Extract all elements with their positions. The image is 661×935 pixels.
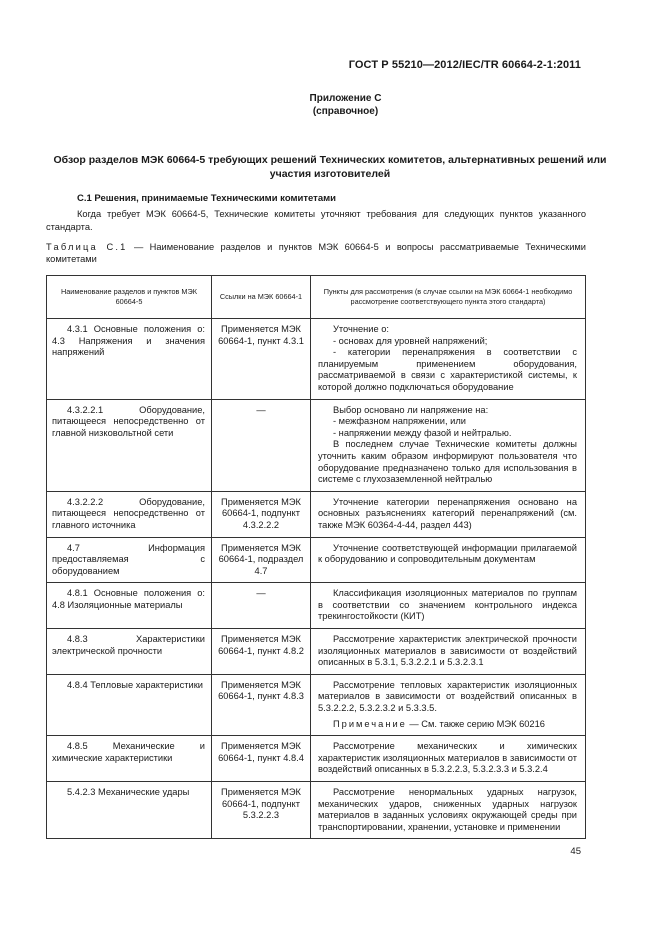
section-title: С.1 Решения, принимаемые Техническими комитетами bbox=[77, 193, 336, 204]
table-row bbox=[47, 319, 586, 400]
table-caption-label: Таблица С.1 bbox=[46, 242, 128, 252]
table-header-row bbox=[47, 276, 586, 319]
row-points bbox=[311, 537, 586, 583]
row-points bbox=[311, 736, 586, 782]
row-points bbox=[311, 399, 586, 491]
row-points bbox=[311, 319, 586, 400]
row-points bbox=[311, 782, 586, 839]
row-reference: Применяется МЭК 60664-1, пункт 4.8.2 bbox=[212, 629, 311, 675]
table-caption bbox=[46, 242, 586, 265]
appendix-heading bbox=[0, 92, 661, 118]
row-reference: — bbox=[212, 399, 311, 491]
point-line: В последнем случае Технические комитеты должны уточнить каким образом информируют пользователя что оборудование предназначено только для использования в системе с глухозаземленной нейтралью bbox=[318, 439, 577, 485]
point-line: Выбор основано ли напряжение на: bbox=[333, 404, 489, 415]
point-line: Классификация изоляционных материалов по группам в соответствии со значением контрольного индекса трекингостойкости (КИТ) bbox=[318, 588, 577, 622]
row-section: 4.3.1 Основные положения о: 4.3 Напряжения и значения напряжений bbox=[47, 319, 212, 400]
header-reference: Ссылки на МЭК 60664-1 bbox=[212, 276, 311, 319]
table-row bbox=[47, 674, 586, 735]
table-row bbox=[47, 491, 586, 537]
section-paragraph: Когда требует МЭК 60664-5, Технические комитеты уточняют требования для следующих пунктов указанного стандарта. bbox=[46, 209, 586, 232]
appendix-title: Приложение С bbox=[309, 93, 382, 104]
row-section: 4.7 Информация предоставляемая с оборудованием bbox=[47, 537, 212, 583]
point-line: Рассмотрение характеристик электрической прочности изоляционных материалов в зависимости от воздействий описанных в 5.3.1, 5.3.2.2.1 и 5.3.2.3.1 bbox=[318, 634, 577, 668]
header-section: Наименование разделов и пунктов МЭК 60664-5 bbox=[47, 276, 212, 319]
point-line: - категории перенапряжения в соответствии с планируемым применением оборудования, рассматриваемой в связи с характеристикой системы, к которой должно подключаться оборудование bbox=[318, 347, 577, 392]
point-line: - основах для уровней напряжений; bbox=[333, 335, 488, 346]
document-code: ГОСТ Р 55210—2012/IEC/TR 60664-2-1:2011 bbox=[348, 59, 581, 71]
point-line: Уточнение о: bbox=[333, 324, 390, 334]
header-points: Пункты для рассмотрения (в случае ссылки на МЭК 60664-1 необходимо рассмотрение соответствующего пункта этого стандарта) bbox=[311, 276, 586, 319]
row-reference: Применяется МЭК 60664-1, подраздел 4.7 bbox=[212, 537, 311, 583]
row-section: 4.8.5 Механические и химические характеристики bbox=[47, 736, 212, 782]
table-row bbox=[47, 782, 586, 839]
row-section: 5.4.2.3 Механические удары bbox=[47, 782, 212, 839]
row-section: 4.8.3 Характеристики электрической прочности bbox=[47, 629, 212, 675]
row-reference: — bbox=[212, 583, 311, 629]
point-line: - напряжении между фазой и нейтралью. bbox=[333, 427, 512, 438]
row-reference: Применяется МЭК 60664-1, подпункт 5.3.2.2.3 bbox=[212, 782, 311, 839]
note-label: Примечание bbox=[333, 718, 407, 729]
point-line: Уточнение категории перенапряжения основано на основных разъяснениях категорий перенапряжений (см. также МЭК 60364-4-44, раздел 443) bbox=[318, 496, 577, 530]
row-reference: Применяется МЭК 60664-1, пункт 4.3.1 bbox=[212, 319, 311, 400]
appendix-subtitle: (справочное) bbox=[312, 106, 379, 117]
page-number: 45 bbox=[570, 846, 581, 857]
row-section: 4.8.4 Тепловые характеристики bbox=[47, 674, 212, 735]
table-row bbox=[47, 583, 586, 629]
row-points bbox=[311, 674, 586, 735]
table-caption-text: — Наименование разделов и пунктов МЭК 60664-5 и вопросы рассматриваемые Техническими комитетами bbox=[46, 242, 587, 264]
row-section: 4.8.1 Основные положения о: 4.8 Изоляционные материалы bbox=[47, 583, 212, 629]
point-line: Рассмотрение ненормальных ударных нагрузок, механических ударов, сниженных ударных нагрузок материалов в заданных условиях окружающей среды при транспортировании, хранении, установке и применении bbox=[318, 787, 577, 832]
table-row bbox=[47, 537, 586, 583]
note-text: — См. также серию МЭК 60216 bbox=[406, 718, 545, 729]
point-line: Рассмотрение механических и химических характеристик изоляционных материалов в зависимости от воздействий описанных в 5.3.2.2.3, 5.3.2.3.3 и 5.3.2.4 bbox=[318, 741, 577, 775]
row-points bbox=[311, 583, 586, 629]
main-title: Обзор разделов МЭК 60664-5 требующих решений Технических комитетов, альтернативных решений или участия изготовителей bbox=[53, 154, 607, 180]
row-reference: Применяется МЭК 60664-1, пункт 4.8.3 bbox=[212, 674, 311, 735]
table-row bbox=[47, 736, 586, 782]
table-row bbox=[47, 629, 586, 675]
requirements-table bbox=[46, 275, 586, 839]
table-note bbox=[318, 719, 577, 731]
table-row bbox=[47, 399, 586, 491]
row-reference: Применяется МЭК 60664-1, подпункт 4.3.2.2.2 bbox=[212, 491, 311, 537]
point-line: Рассмотрение тепловых характеристик изоляционных материалов в зависимости от воздействий описанных в 5.3.2.2.2, 5.3.2.3.2 и 5.3.3.5. bbox=[318, 679, 577, 714]
point-line: Уточнение соответствующей информации прилагаемой к оборудованию и сопроводительным документам bbox=[318, 542, 577, 565]
row-points bbox=[311, 491, 586, 537]
point-line: - межфазном напряжении, или bbox=[333, 416, 466, 427]
row-points bbox=[311, 629, 586, 675]
row-section: 4.3.2.2.2 Оборудование, питающееся непосредственно от главного источника bbox=[47, 491, 212, 537]
row-section: 4.3.2.2.1 Оборудование, питающееся непосредственно от главной низковольтной сети bbox=[47, 399, 212, 491]
row-reference: Применяется МЭК 60664-1, пункт 4.8.4 bbox=[212, 736, 311, 782]
